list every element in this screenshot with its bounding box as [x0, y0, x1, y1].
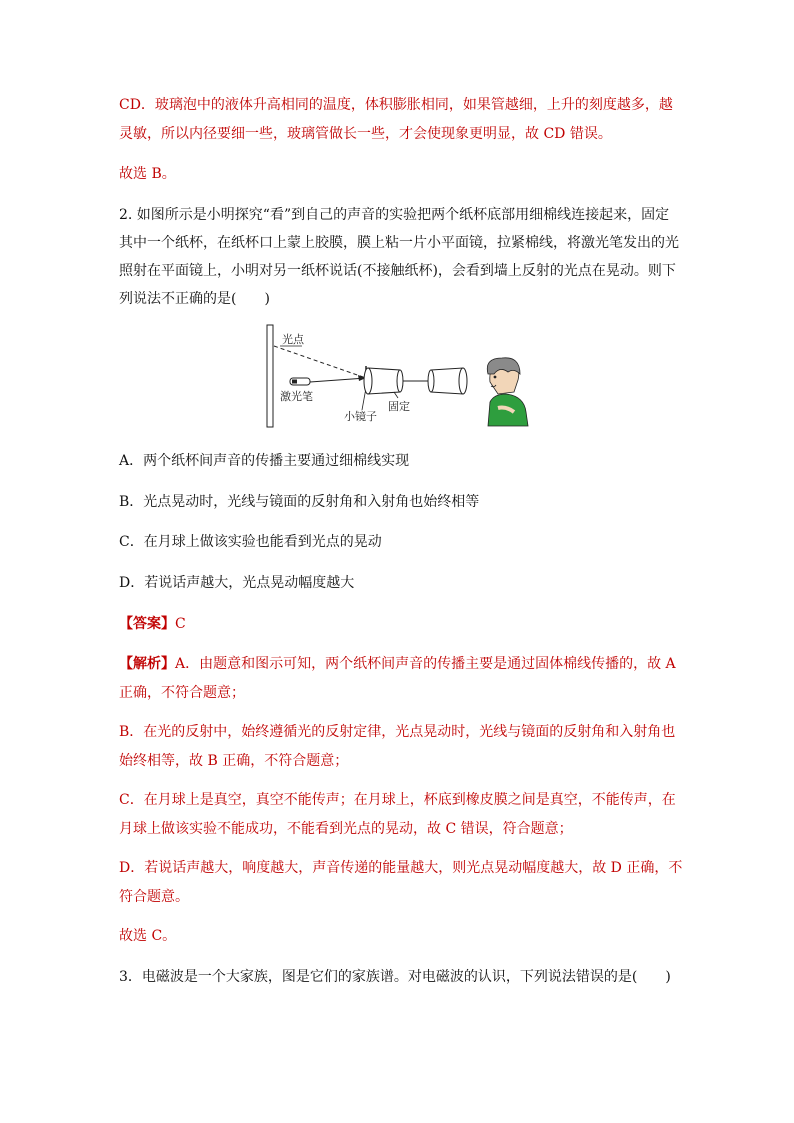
- prev-conclusion: 故选 B。: [119, 166, 176, 182]
- label-small-mirror: 小镜子: [344, 410, 377, 423]
- answer-tag: 【答案】: [119, 616, 175, 632]
- cup-mouth-fixed: [364, 368, 372, 394]
- reflected-ray: [274, 346, 366, 378]
- wall: [267, 325, 273, 427]
- prev-analysis-cd-line1: CD．玻璃泡中的液体升高相同的温度，体积膨胀相同，如果管越细，上升的刻度越多，越: [119, 97, 673, 113]
- label-laser-pen: 激光笔: [280, 390, 313, 403]
- q2-analysis-c-line1: C．在月球上是真空，真空不能传声；在月球上，杯底到橡皮膜之间是真空，不能传声，在: [119, 792, 676, 808]
- answer-value: C: [175, 616, 186, 632]
- fixed-leader: [394, 392, 398, 398]
- q2-analysis-b-line1: B．在光的反射中，始终遵循光的反射定律，光点晃动时，光线与镜面的反射角和入射角也: [119, 724, 676, 740]
- boy-illustration: [487, 358, 528, 426]
- incident-ray: [310, 378, 366, 382]
- q2-analysis-a-line2: 正确，不符合题意；: [119, 685, 245, 701]
- q2-stem-line2: 其中一个纸杯，在纸杯口上蒙上胶膜，膜上粘一片小平面镜，拉紧棉线，将激光笔发出的光: [119, 235, 679, 251]
- q2-analysis-d-line1: D．若说话声越大，响度越大，声音传递的能量越大，则光点晃动幅度越大，故 D 正确，不: [119, 860, 683, 876]
- q2-stem-line1: 2. 如图所示是小明探究“看”到自己的声音的实验把两个纸杯底部用细棉线连接起来，固定: [119, 207, 670, 223]
- q2-conclusion: 故选 C。: [119, 928, 177, 944]
- q2-stem-line3: 照射在平面镜上，小明对另一纸杯说话(不接触纸杯)，会看到墙上反射的光点在晃动。则下: [119, 263, 676, 279]
- experiment-figure: [262, 322, 532, 430]
- cup-bottom-fixed: [397, 370, 403, 392]
- q2-stem-line4: 列说法不正确的是( ): [119, 291, 270, 307]
- q2-option-b: B．光点晃动时，光线与镜面的反射角和入射角也始终相等: [119, 494, 480, 510]
- q2-analysis-a-line1: [119, 654, 676, 674]
- q3-stem: 3．电磁波是一个大家族，图是它们的家族谱。对电磁波的认识，下列说法错误的是( ): [119, 969, 671, 985]
- q2-option-c: C．在月球上做该实验也能看到光点的晃动: [119, 534, 382, 550]
- q2-analysis-d-line2: 符合题意。: [119, 889, 189, 905]
- q2-analysis-b-line2: 始终相等，故 B 正确，不符合题意；: [119, 753, 349, 769]
- label-fixed: 固定: [388, 400, 410, 413]
- cup-mouth-2: [459, 368, 467, 394]
- q2-option-d: D．若说话声越大，光点晃动幅度越大: [119, 575, 355, 591]
- prev-analysis-cd-line2: 灵敏，所以内径要细一些，玻璃管做长一些，才会使现象更明显，故 CD 错误。: [119, 126, 612, 142]
- paper-cup-fixed: [368, 368, 400, 394]
- analysis-tag: 【解析】: [119, 656, 175, 672]
- q2-answer: [119, 614, 186, 634]
- q2-option-a: A．两个纸杯间声音的传播主要通过细棉线实现: [119, 453, 410, 469]
- label-light-spot: 光点: [282, 333, 304, 346]
- cup-bottom-2: [428, 370, 434, 392]
- paper-cup-2: [431, 368, 463, 394]
- analysis-a-text: A．由题意和图示可知，两个纸杯间声音的传播主要是通过固体棉线传播的，故 A: [175, 656, 676, 672]
- q2-analysis-c-line2: 月球上做该实验不能成功，不能看到光点的晃动，故 C 错误，符合题意；: [119, 821, 573, 837]
- laser-pen-tip: [292, 380, 297, 384]
